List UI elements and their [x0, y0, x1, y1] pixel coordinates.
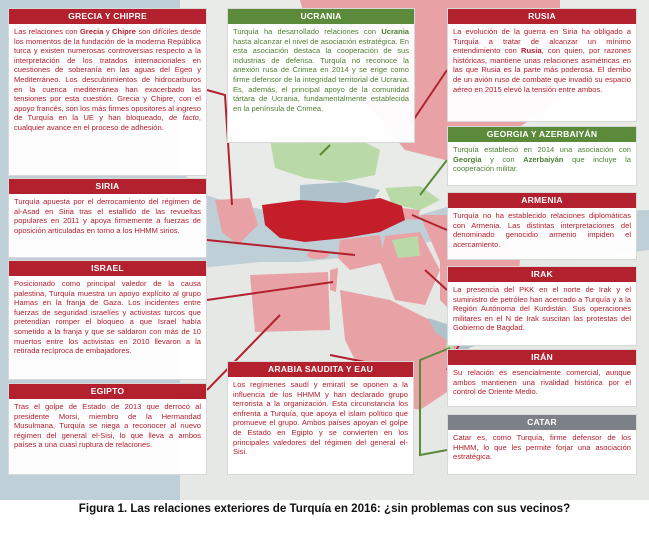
text-emphasis: Azerbaiyán	[523, 154, 564, 164]
panel-text: Catar es, como Turquía, firme defensor de los HHMM, lo que les permite forjar una asociación estratégica.	[453, 433, 631, 462]
panel-irak	[447, 266, 637, 346]
panel-text: Tras el golpe de Estado de 2013 que derrocó al presidente Morsi, miembro de la Hermandad Musulmana, Turquía se niega a reconocer al nuevo régimen del general el-Sisi, lo que lleva a ambos países a una cuasi ruptura de relaciones.	[14, 402, 201, 450]
panel-arabia-saudita-eau	[227, 361, 414, 475]
panel-title: GRECIA Y CHIPRE	[9, 9, 206, 24]
panel-title: IRÁN	[448, 350, 636, 365]
text-part: , cualquier avance en el proceso de adhesión.	[14, 113, 201, 132]
panel-iran	[447, 349, 637, 407]
panel-text	[448, 142, 636, 176]
text-part: , con quien, por razones históricas, mantiene unas relaciones asimétricas en las que Rusia es la parte más poderosa. El derribo de un avión ruso de combate que invadió su espacio aéreo en 2015 elevó la tensión entre ambos.	[453, 46, 631, 94]
figure-caption: Figura 1. Las relaciones exteriores de Turquía en 2016: ¿sin problemas con sus vecinos?	[78, 502, 571, 515]
panel-title: ARABIA SAUDITA Y EAU	[228, 362, 413, 377]
text-emphasis: Ucrania	[381, 27, 409, 36]
text-part: y	[103, 27, 113, 36]
text-part: son difíciles desde los momentos de la fundación de la moderna República turca y existen numerosas controversias respecto a la interpretación de los tratados internacionales en cuestiones de soberanía en las aguas del Egeo y Mediterráneo. Los descubrimientos de hidrocarburos en la cuenca mediterránea han exacerbado las tensiones por esta cuestión. Grecia y Chipre, con el apoyo francés, son los más firmes opositores al ingreso de Turquía en la UE y han bloqueado,	[14, 27, 202, 123]
panel-text: Posicionado como principal valedor de la causa palestina, Turquía muestra un apoyo explícito al grupo Hamas en la franja de Gaza. Los incidentes entre fuerzas de seguridad israelíes y activistas turcos que pretendían romper el bloqueo a que Israel había sometido a la franja y que se saldaron con más de 10 muertos entre los activistas en 2010 llevaron a la retirada recíproca de embajadores.	[14, 279, 201, 356]
text-emphasis: Grecia	[79, 27, 104, 36]
panel-text	[228, 24, 414, 115]
text-emphasis: Georgia	[453, 154, 482, 164]
panel-title: CATAR	[448, 415, 636, 430]
panel-title: EGIPTO	[9, 384, 206, 399]
text-part: Las relaciones con	[14, 27, 80, 36]
text-italic: de facto	[168, 113, 199, 123]
panel-text: La presencia del PKK en el norte de Irak y el suministro de petróleo han acercado a Turquía y a la Región Autónoma del Kurdistán. Sus operaciones militares en el N de Irak suscitan las protestas del Gobierno de Bagdad.	[453, 285, 631, 333]
panel-text: Su relación es esencialmente comercial, aunque ambos mantienen una rivalidad histórica por el control de Oriente Medio.	[453, 368, 631, 397]
panel-title: GEORGIA Y AZERBAIYÁN	[448, 127, 636, 142]
panel-ucrania	[227, 8, 415, 143]
panel-title: RUSIA	[448, 9, 636, 24]
panel-catar	[447, 414, 637, 475]
panel-text	[9, 24, 206, 135]
panel-egipto	[8, 383, 207, 475]
panel-title: IRAK	[448, 267, 636, 282]
panel-rusia	[447, 8, 637, 122]
panel-title: SIRIA	[9, 179, 206, 194]
panel-israel	[8, 260, 207, 380]
text-emphasis: Rusia	[521, 46, 542, 56]
panel-grecia-chipre	[8, 8, 207, 176]
text-part: que incluye la cooperación militar.	[453, 154, 632, 174]
text-part: Turquía estableció en 2014 una asociación con	[453, 145, 631, 154]
panel-text: Los regímenes saudí y emiratí se oponen a la influencia de los HHMM y han declarado grupo terrorista a la organización. Esta circunstancia los enfrenta a Turquía, que apoya el islam político que promueve el grupo. Ambos países apoyan el golpe de Estado en Egipto y se convierten en los principales valedores del régimen del general el-Sisi.	[233, 380, 408, 457]
panel-text	[448, 24, 636, 96]
panel-text: Turquía apuesta por el derrocamiento del régimen de al-Asad en Siria tras el estallido de las revueltas populares en 2011 y apoya firmemente a fuerzas de oposición articuladas en torno a los HHMM sirios.	[14, 197, 201, 235]
panel-title: ISRAEL	[9, 261, 206, 276]
panel-title: UCRANIA	[228, 9, 414, 24]
text-part: hasta alcanzar el nivel de asociación estratégica. En esta asociación destaca la cooperación de sus industrias de defensa. Turquía no reconoce la anexión rusa de Crimea en 2014 y se erige como firme defensor de la integridad territorial de Ucrania. Es, además, el principal apoyo de la comunidad tártara de Ucrania, fundamentalmente establecida en la península de Crimea.	[233, 36, 409, 113]
panel-armenia	[447, 192, 637, 260]
panel-siria	[8, 178, 207, 258]
text-part: Turquía ha desarrollado relaciones con	[233, 27, 382, 36]
text-part: y con	[481, 154, 524, 164]
text-emphasis: Chipre	[112, 27, 136, 36]
panel-georgia-azerbaiyan	[447, 126, 637, 186]
text-part: La evolución de la guerra en Siria ha obligado a Turquía a tratar de alcanzar un mínimo entendimiento con	[453, 27, 631, 56]
panel-title: ARMENIA	[448, 193, 636, 208]
country-egypt	[250, 272, 330, 332]
panel-text: Turquía no ha establecido relaciones diplomáticas con Armenia. Las distintas interpretaciones del denominado genocidio armenio impiden el acercamiento.	[453, 211, 631, 249]
